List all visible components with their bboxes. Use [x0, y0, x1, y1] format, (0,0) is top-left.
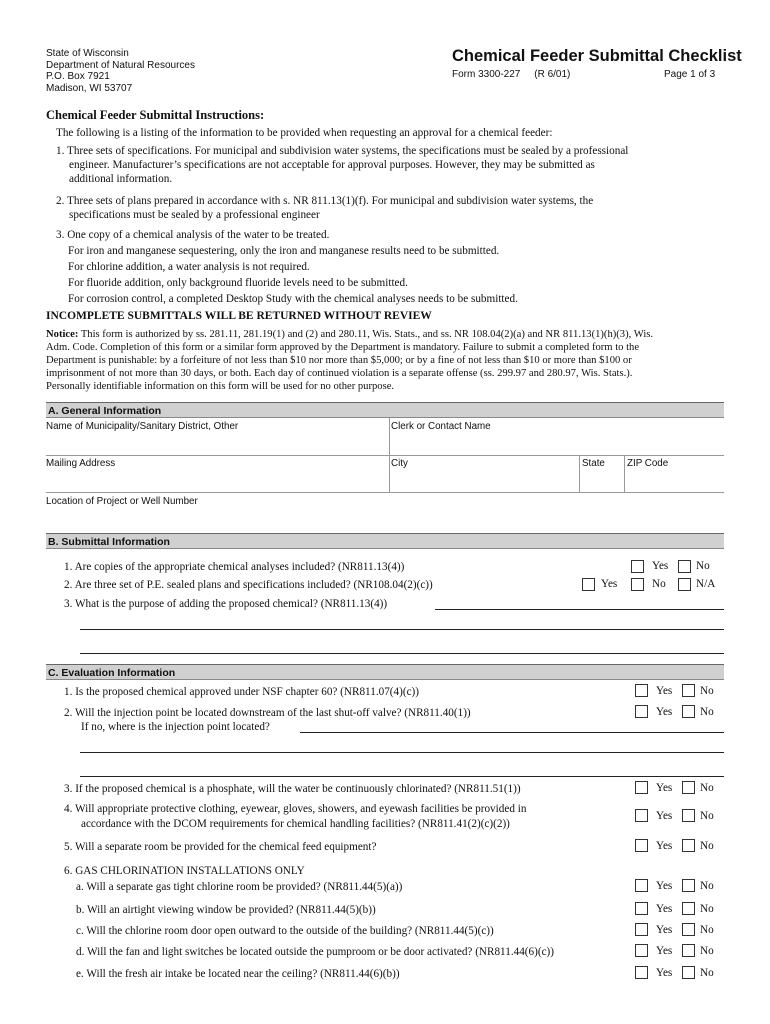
instructions-heading: Chemical Feeder Submittal Instructions:	[46, 108, 265, 122]
instruction-item-2: 2. Three sets of plans prepared in accordance with s. NR 811.13(1)(f). For municipal and subdivision water systems, the	[56, 195, 594, 207]
c5-yes-checkbox[interactable]	[635, 839, 648, 852]
b-question-3: 3. What is the purpose of adding the proposed chemical? (NR811.13(4))	[64, 598, 388, 610]
instruction-sub: For chlorine addition, a water analysis is not required.	[68, 261, 310, 273]
notice-text: imprisonment of not more than 30 days, or both. Each day of continued violation is a separate offense (ss. 299.97 and 280.97, Wis. Stats.).	[46, 368, 633, 379]
notice-label: Notice:	[46, 329, 79, 340]
no-label: No	[700, 706, 714, 718]
no-label: No	[700, 880, 714, 892]
c-question-1: 1. Is the proposed chemical approved under NSF chapter 60? (NR811.07(4)(c))	[64, 686, 419, 698]
yes-label: Yes	[656, 967, 673, 979]
no-label: No	[700, 685, 714, 697]
c-question-3: 3. If the proposed chemical is a phosphate, will the water be continuously chlorinated? (NR811.51(1))	[64, 783, 521, 795]
c6c-yes-checkbox[interactable]	[635, 923, 648, 936]
location-field[interactable]	[46, 493, 723, 529]
instruction-sub: For iron and manganese sequestering, only the iron and manganese results need to be submitted.	[68, 245, 500, 257]
no-label: No	[696, 560, 710, 572]
agency-line: P.O. Box 7921	[46, 71, 110, 82]
page-number: Page 1 of 3	[664, 69, 716, 80]
c3-yes-checkbox[interactable]	[635, 781, 648, 794]
c-question-4-cont: accordance with the DCOM requirements for chemical handling facilities? (NR811.41(2)(c)(2))	[81, 818, 510, 830]
agency-address	[46, 48, 195, 94]
c-question-6e: e. Will the fresh air intake be located near the ceiling? (NR811.44(6)(b))	[76, 968, 400, 980]
yes-label: Yes	[656, 880, 673, 892]
c4-no-checkbox[interactable]	[682, 809, 695, 822]
state-label: State	[582, 458, 605, 469]
yes-label: Yes	[601, 578, 618, 590]
incomplete-warning: INCOMPLETE SUBMITTALS WILL BE RETURNED WITHOUT REVIEW	[46, 310, 432, 322]
instruction-item-1: 1. Three sets of specifications. For municipal and subdivision water systems, the specifications must be sealed by a professional	[56, 145, 629, 157]
c-question-5: 5. Will a separate room be provided for the chemical feed equipment?	[64, 841, 377, 853]
b-question-2: 2. Are three set of P.E. sealed plans and specifications included? (NR108.04(2)(c))	[64, 579, 433, 591]
b-question-1: 1. Are copies of the appropriate chemical analyses included? (NR811.13(4))	[64, 561, 405, 573]
location-label: Location of Project or Well Number	[46, 496, 198, 507]
notice-text: Department is punishable: by a forfeiture of not less than $10 nor more than $5,000; or by a fine of not less than $10 or more than $100 or	[46, 355, 632, 366]
b1-yes-checkbox[interactable]	[631, 560, 644, 573]
no-label: No	[700, 903, 714, 915]
c6c-no-checkbox[interactable]	[682, 923, 695, 936]
c6a-yes-checkbox[interactable]	[635, 879, 648, 892]
c6e-yes-checkbox[interactable]	[635, 966, 648, 979]
yes-label: Yes	[656, 685, 673, 697]
notice-text: Adm. Code. Completion of this form or a similar form approved by the Department is mandatory. Failure to submit a completed form to the	[46, 342, 640, 353]
yes-label: Yes	[656, 924, 673, 936]
c6a-no-checkbox[interactable]	[682, 879, 695, 892]
c1-yes-checkbox[interactable]	[635, 684, 648, 697]
yes-label: Yes	[656, 706, 673, 718]
instruction-sub: For corrosion control, a completed Desktop Study with the chemical analyses needs to be submitted.	[68, 293, 518, 305]
state-field[interactable]	[581, 456, 623, 491]
yes-label: Yes	[656, 782, 673, 794]
c-question-6b: b. Will an airtight viewing window be provided? (NR811.44(5)(b))	[76, 904, 376, 916]
clerk-field[interactable]	[391, 418, 723, 454]
c-question-6d: d. Will the fan and light switches be located outside the pumproom or be door activated? (NR811.44(6)(c))	[76, 946, 554, 958]
no-label: No	[700, 924, 714, 936]
section-a-header: A. General Information	[46, 402, 724, 418]
instruction-item-2-cont: specifications must be sealed by a professional engineer	[69, 209, 320, 221]
injection-point-input[interactable]	[300, 720, 724, 732]
c6b-no-checkbox[interactable]	[682, 902, 695, 915]
city-field[interactable]	[391, 456, 578, 491]
instructions-intro: The following is a listing of the information to be provided when requesting an approval for a chemical feeder:	[56, 127, 553, 139]
city-label: City	[391, 458, 408, 469]
agency-line: Madison, WI 53707	[46, 82, 133, 94]
clerk-label: Clerk or Contact Name	[391, 421, 491, 432]
no-label: No	[652, 578, 666, 590]
no-label: No	[700, 840, 714, 852]
notice-text: This form is authorized by ss. 281.11, 281.19(1) and (2) and 280.11, Wis. Stats., and ss. NR 108.04(2)(a) and NR 811.13(1)(h)(3), Wis.	[78, 329, 654, 340]
yes-label: Yes	[656, 903, 673, 915]
zip-field[interactable]	[626, 456, 723, 491]
form-title: Chemical Feeder Submittal Checklist	[452, 47, 742, 65]
no-label: No	[700, 945, 714, 957]
b2-yes-checkbox[interactable]	[582, 578, 595, 591]
c6d-yes-checkbox[interactable]	[635, 944, 648, 957]
c2-yes-checkbox[interactable]	[635, 705, 648, 718]
yes-label: Yes	[652, 560, 669, 572]
b2-na-checkbox[interactable]	[678, 578, 691, 591]
c6e-no-checkbox[interactable]	[682, 966, 695, 979]
agency-line: State of Wisconsin	[46, 48, 129, 59]
c4-yes-checkbox[interactable]	[635, 809, 648, 822]
zip-label: ZIP Code	[627, 458, 669, 469]
c2-no-checkbox[interactable]	[682, 705, 695, 718]
c-question-6a: a. Will a separate gas tight chlorine room be provided? (NR811.44(5)(a))	[76, 881, 403, 893]
c-question-4: 4. Will appropriate protective clothing, eyewear, gloves, showers, and eyewash facilities be provided in	[64, 803, 527, 815]
c5-no-checkbox[interactable]	[682, 839, 695, 852]
c-question-2: 2. Will the injection point be located downstream of the last shut-off valve? (NR811.40(1))	[64, 707, 471, 719]
no-label: No	[700, 967, 714, 979]
form-number: Form 3300-227 (R 6/01)	[452, 69, 571, 80]
yes-label: Yes	[656, 945, 673, 957]
section-b-header: B. Submittal Information	[46, 533, 724, 549]
mailing-address-field[interactable]	[46, 456, 388, 491]
na-label: N/A	[696, 578, 716, 590]
b2-no-checkbox[interactable]	[631, 578, 644, 591]
mailing-address-label: Mailing Address	[46, 458, 116, 469]
c6b-yes-checkbox[interactable]	[635, 902, 648, 915]
section-c-header: C. Evaluation Information	[46, 664, 724, 680]
instruction-item-1-cont: engineer. Manufacturer’s specifications are not acceptable for approval purposes. However, they may be submitted as	[69, 159, 595, 171]
notice-text: Personally identifiable information on this form will be used for no other purpose.	[46, 381, 395, 392]
municipality-field[interactable]	[46, 418, 388, 454]
c6d-no-checkbox[interactable]	[682, 944, 695, 957]
instruction-item-1-cont: additional information.	[69, 173, 173, 185]
no-label: No	[700, 782, 714, 794]
instruction-sub: For fluoride addition, only background fluoride levels need to be submitted.	[68, 277, 408, 289]
c-question-6: 6. GAS CHLORINATION INSTALLATIONS ONLY	[64, 865, 305, 877]
c-question-2-followup: If no, where is the injection point located?	[81, 721, 270, 733]
municipality-label: Name of Municipality/Sanitary District, Other	[46, 421, 239, 432]
c1-no-checkbox[interactable]	[682, 684, 695, 697]
c-question-6c: c. Will the chlorine room door open outward to the outside of the building? (NR811.44(5)(c))	[76, 925, 494, 937]
purpose-input[interactable]	[435, 598, 724, 610]
instruction-item-3: 3. One copy of a chemical analysis of the water to be treated.	[56, 229, 330, 241]
c3-no-checkbox[interactable]	[682, 781, 695, 794]
notice-paragraph	[46, 328, 730, 393]
yes-label: Yes	[656, 840, 673, 852]
agency-line: Department of Natural Resources	[46, 59, 195, 71]
b1-no-checkbox[interactable]	[678, 560, 691, 573]
no-label: No	[700, 810, 714, 822]
yes-label: Yes	[656, 810, 673, 822]
